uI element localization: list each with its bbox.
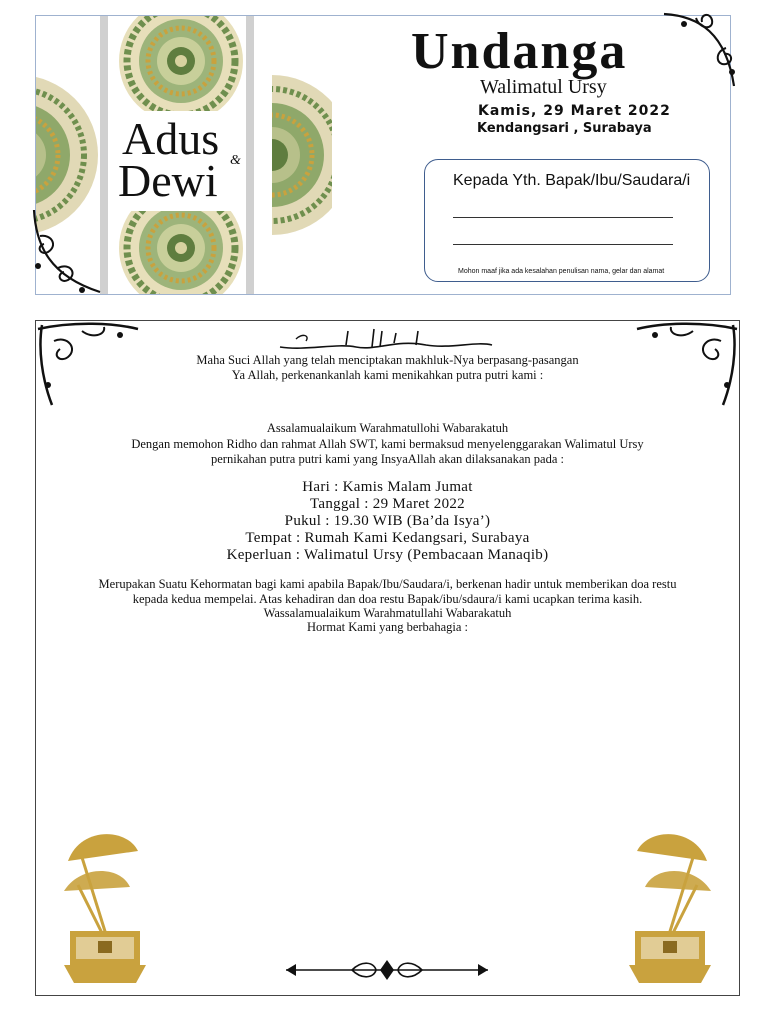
bismillah-calligraphy (276, 325, 496, 355)
corner-flourish-icon (656, 8, 740, 92)
opening-line-2: Ya Allah, perkenankanlah kami menikahkan putra putri kami : (231, 368, 544, 382)
closing-line-1: Merupakan Suatu Kehormatan bagi kami apabila Bapak/Ibu/Saudara/i, berkenan hadir untuk memberikan doa restu (98, 577, 677, 591)
greeting-line-2: Dengan memohon Ridho dan rahmat Allah SWT, kami bermaksud menyelenggarakan Walimatul Ursy (131, 437, 644, 451)
divider-flourish-icon (282, 958, 492, 982)
invitation-cover (35, 15, 731, 295)
greeting-line-3: pernikahan putra putri kami yang InsyaAllah akan dilaksanakan pada : (210, 452, 564, 466)
recipient-address-line (453, 244, 673, 245)
recipient-label: Kepada Yth. Bapak/Ibu/Saudara/i (453, 172, 691, 189)
mandala-right-ornament (272, 16, 332, 294)
gold-umbrella-chest-ornament (615, 821, 725, 991)
detail-time: Pukul : 19.30 WIB (Ba’da Isya’) (284, 513, 491, 529)
corner-flourish-icon (30, 206, 110, 296)
ampersand: & (230, 153, 241, 168)
invitation-page (35, 320, 740, 996)
recipient-name-line (453, 217, 673, 218)
detail-date: Tanggal : 29 Maret 2022 (310, 496, 465, 512)
gold-umbrella-chest-ornament (50, 821, 160, 991)
closing-line-3: Wassalamualaikum Warahmatullahi Wabarakatuh (263, 606, 512, 620)
detail-place: Tempat : Rumah Kami Kedangsari, Surabaya (245, 530, 530, 546)
apology-note: Mohon maaf jika ada kesalahan penulisan nama, gelar dan alamat (458, 268, 665, 275)
cover-subtitle: Walimatul Ursy (480, 76, 607, 98)
opening-line-1: Maha Suci Allah yang telah menciptakan makhluk-Nya berpasang-pasangan (196, 353, 579, 367)
detail-purpose: Keperluan : Walimatul Ursy (Pembacaan Manaqib) (226, 547, 549, 563)
detail-day: Hari : Kamis Malam Jumat (302, 479, 473, 495)
greeting-line-1: Assalamualaikum Warahmatullohi Wabarakatuh (266, 421, 509, 435)
bride-name: Dewi (118, 155, 218, 206)
cover-place: Kendangsari , Surabaya (477, 121, 652, 136)
decor-bar-right (246, 16, 254, 294)
closing-line-2: kepada kedua mempelai. Atas kehadiran dan doa restu Bapak/ibu/sdaura/i kami ucapkan terima kasih. (132, 592, 643, 606)
cover-title: Undanga (411, 23, 628, 80)
groom-name: Adus (122, 113, 220, 164)
cover-date: Kamis, 29 Maret 2022 (478, 103, 671, 119)
closing-line-4: Hormat Kami yang berbahagia : (306, 620, 469, 634)
recipient-address-box (424, 159, 710, 282)
